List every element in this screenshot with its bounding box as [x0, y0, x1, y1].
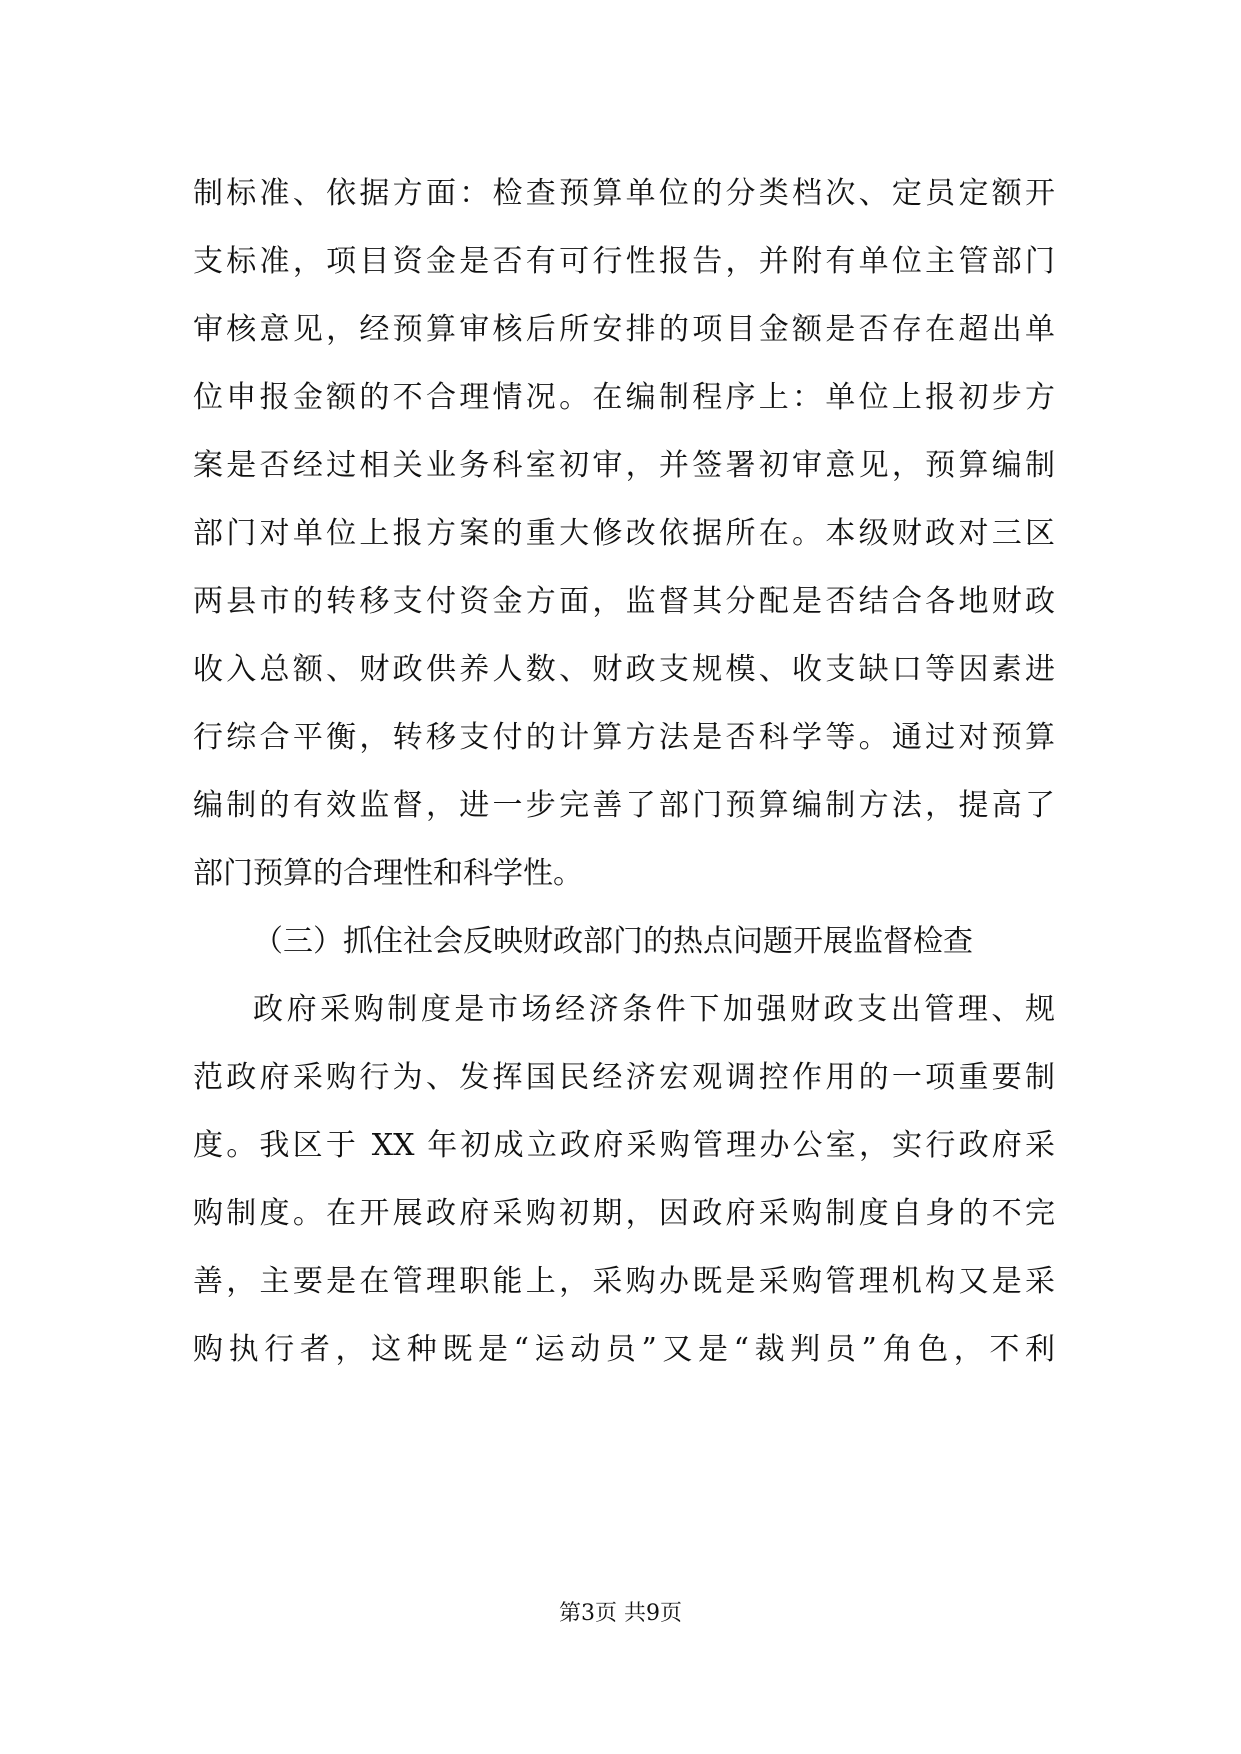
document-body — [193, 160, 1055, 1384]
page-number-footer: 第3页 共9页 — [559, 1601, 682, 1626]
text-line: 范政府采购行为、发挥国民经济宏观调控作用的一项重要制 — [193, 1060, 1055, 1095]
text-line: 制标准、依据方面：检查预算单位的分类档次、定员定额开 — [193, 176, 1055, 211]
text-line: 度。我区于 XX 年初成立政府采购管理办公室，实行政府采 — [193, 1128, 1055, 1163]
text-line: 部门预算的合理性和科学性。 — [193, 856, 583, 891]
text-line: 收入总额、财政供养人数、财政支规模、收支缺口等因素进 — [193, 652, 1055, 687]
text-line: 购制度。在开展政府采购初期，因政府采购制度自身的不完 — [193, 1196, 1055, 1231]
text-line: 审核意见，经预算审核后所安排的项目金额是否存在超出单 — [193, 312, 1055, 347]
text-line: 支标准，项目资金是否有可行性报告，并附有单位主管部门 — [193, 244, 1055, 279]
text-line: 编制的有效监督，进一步完善了部门预算编制方法，提高了 — [193, 788, 1055, 823]
text-line: 购执行者，这种既是“运动员”又是“裁判员”角色，不利 — [193, 1332, 1055, 1367]
section-heading: （三）抓住社会反映财政部门的热点问题开展监督检查 — [253, 924, 973, 959]
text-line: 两县市的转移支付资金方面，监督其分配是否结合各地财政 — [193, 584, 1055, 619]
text-line: 行综合平衡，转移支付的计算方法是否科学等。通过对预算 — [193, 720, 1055, 755]
text-line: 部门对单位上报方案的重大修改依据所在。本级财政对三区 — [193, 516, 1055, 551]
text-line: 案是否经过相关业务科室初审，并签署初审意见，预算编制 — [193, 448, 1055, 483]
text-line: 政府采购制度是市场经济条件下加强财政支出管理、规 — [253, 992, 1055, 1027]
text-line: 位申报金额的不合理情况。在编制程序上：单位上报初步方 — [193, 380, 1055, 415]
text-line: 善，主要是在管理职能上，采购办既是采购管理机构又是采 — [193, 1264, 1055, 1299]
